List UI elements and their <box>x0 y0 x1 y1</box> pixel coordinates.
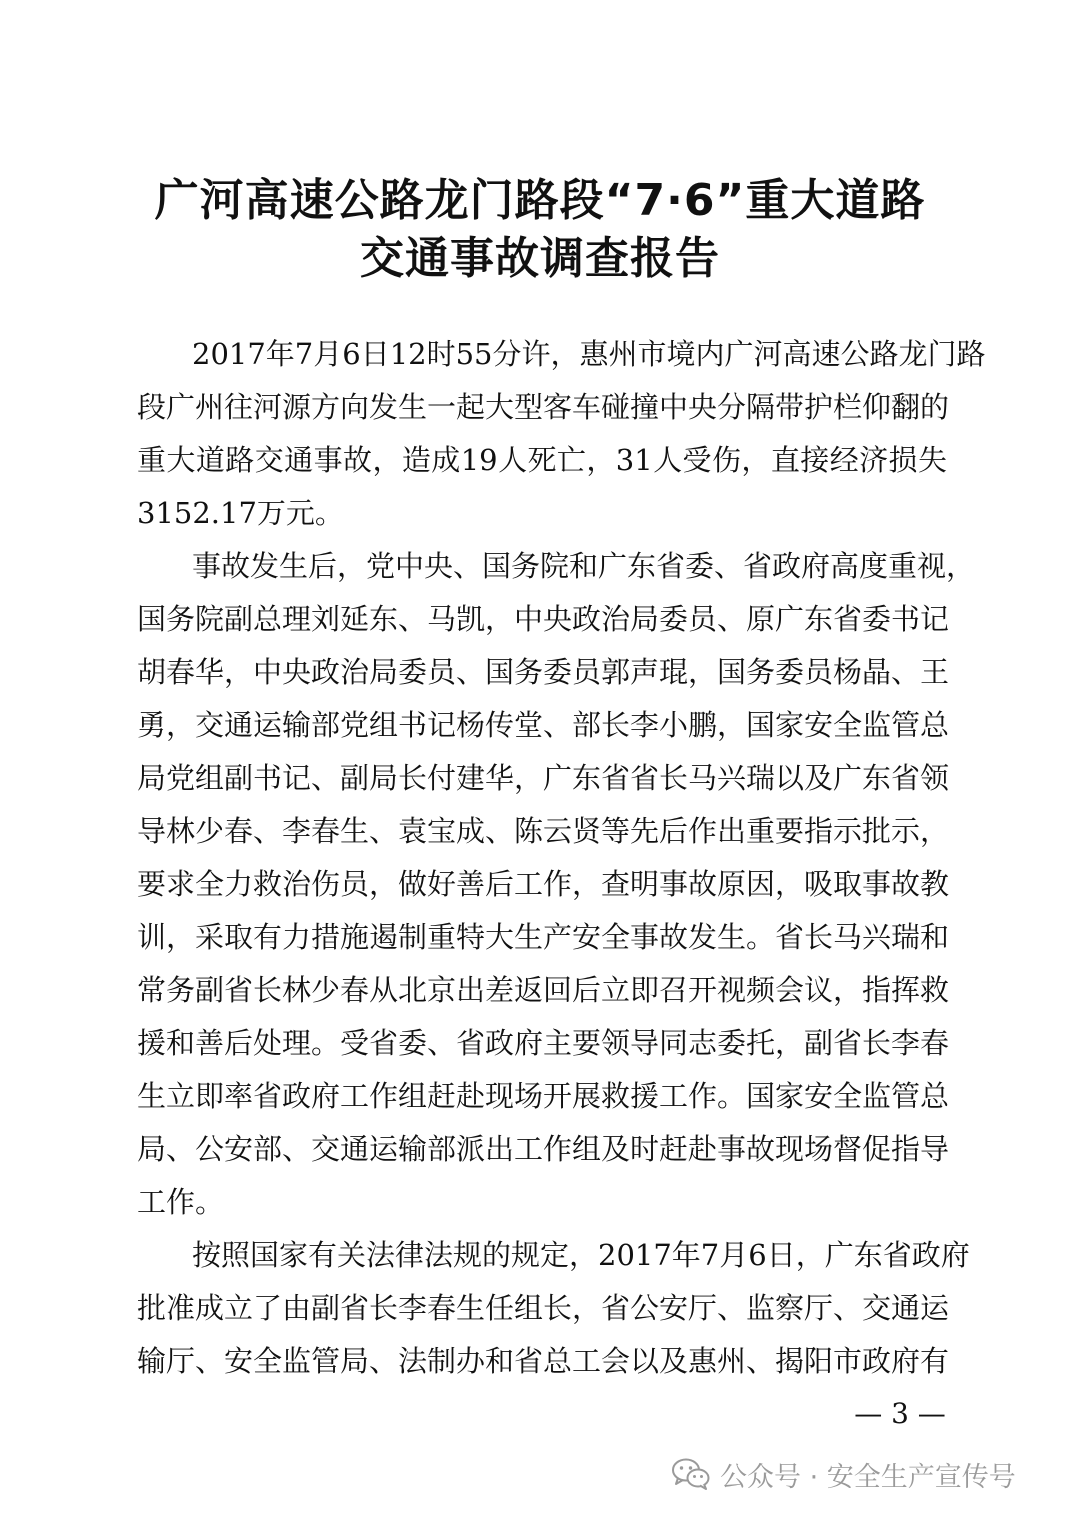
paragraph-line: 工作。 <box>137 1185 225 1219</box>
paragraph-line: 训，采取有力措施遏制重特大生产安全事故发生。省长马兴瑞和 <box>137 920 950 954</box>
paragraph-line: 导林少春、李春生、袁宝成、陈云贤等先后作出重要指示批示， <box>137 814 950 848</box>
paragraph-line: 按照国家有关法律法规的规定，2017年7月6日，广东省政府 <box>192 1238 970 1272</box>
paragraph-line: 3152.17万元。 <box>137 496 344 530</box>
paragraph-line: 批准成立了由副省长李春生任组长，省公安厅、监察厅、交通运 <box>137 1291 950 1325</box>
paragraph-line: 国务院副总理刘延东、马凯，中央政治局委员、原广东省委书记 <box>137 602 950 636</box>
paragraph-line: 要求全力救治伤员，做好善后工作，查明事故原因，吸取事故教 <box>137 867 950 901</box>
paragraph-line: 胡春华，中央政治局委员、国务委员郭声琨，国务委员杨晶、王 <box>137 655 950 689</box>
paragraph-line: 输厅、安全监管局、法制办和省总工会以及惠州、揭阳市政府有 <box>137 1344 950 1378</box>
paragraph-line: 援和善后处理。受省委、省政府主要领导同志委托，副省长李春 <box>137 1026 950 1060</box>
page-number: — 3 — <box>854 1397 946 1430</box>
paragraph-line: 段广州往河源方向发生一起大型客车碰撞中央分隔带护栏仰翻的 <box>137 390 950 424</box>
paragraph-line: 2017年7月6日12时55分许，惠州市境内广河高速公路龙门路 <box>192 337 986 371</box>
paragraph-line: 勇，交通运输部党组书记杨传堂、部长李小鹏，国家安全监管总 <box>137 708 950 742</box>
paragraph-line: 事故发生后，党中央、国务院和广东省委、省政府高度重视， <box>192 549 976 583</box>
report-title-line1: 广河高速公路龙门路段“7·6”重大道路 <box>154 175 926 226</box>
paragraph-line: 常务副省长林少春从北京出差返回后立即召开视频会议，指挥救 <box>137 973 950 1007</box>
watermark <box>672 1452 1016 1496</box>
paragraph-line: 重大道路交通事故，造成19人死亡，31人受伤，直接经济损失 <box>137 443 947 477</box>
paragraph-line: 生立即率省政府工作组赶赴现场开展救援工作。国家安全监管总 <box>137 1079 950 1113</box>
report-title-line2: 交通事故调查报告 <box>360 233 720 284</box>
paragraph-line: 局党组副书记、副局长付建华，广东省省长马兴瑞以及广东省领 <box>137 761 950 795</box>
wechat-icon <box>672 1458 710 1490</box>
watermark-text: 公众号 · 安全生产宣传号 <box>720 1461 1016 1493</box>
paragraph-line: 局、公安部、交通运输部派出工作组及时赶赴事故现场督促指导 <box>137 1132 950 1166</box>
